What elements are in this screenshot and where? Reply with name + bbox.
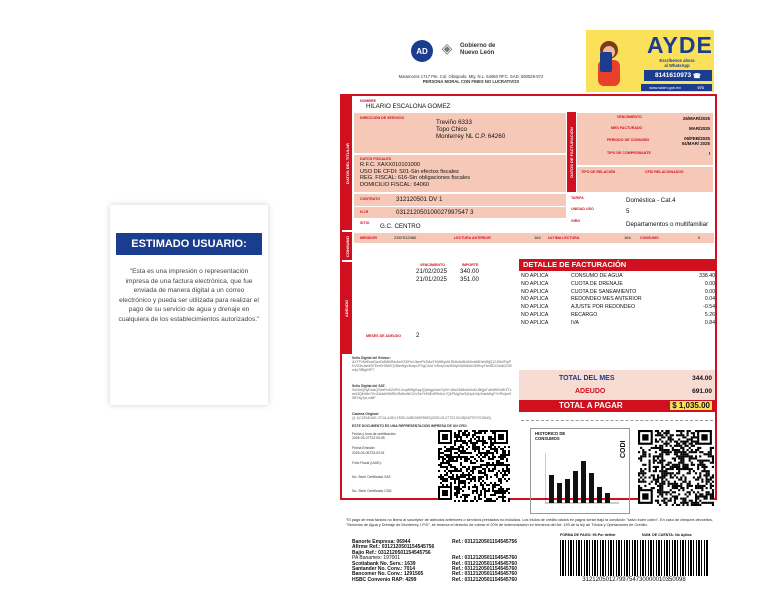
cfdi-rel-label: CFDI RELACIONADOS (645, 170, 684, 174)
fiscal-regimen: REG. FISCAL: 616-Sin obligaciones fiscales (360, 175, 471, 182)
tarifa-label: TARIFA (571, 196, 584, 200)
detalle-row (521, 304, 715, 312)
sitio-value: G.C. CENTRO (380, 223, 421, 230)
bank-name: Bancomer No. Conv.: 1291505 (352, 571, 424, 578)
giro-value: Departamentos o multifamiliar (626, 221, 709, 228)
tipo-label: TIPO DE COMPROBANTE (607, 151, 651, 155)
detalle-row (521, 296, 715, 304)
detalle-concepto: REDONDEO MES ANTERIOR (571, 296, 642, 303)
lectura-ant-value: 164 (534, 235, 541, 240)
fiscal-label: DATOS FISCALES (360, 157, 392, 161)
serie-csd-label: No. Serie Certificado CSD: (352, 489, 393, 494)
billing-box (577, 113, 713, 165)
bank-name: HSBC Convenio RAP: 4299 (352, 576, 417, 583)
fiscal-domicilio: DOMICILIO FISCAL: 64060 (360, 181, 430, 188)
detalle-concepto: CONSUMO DE AGUA (571, 273, 623, 279)
periodo-label: PERIODO DE CONSUMO (607, 138, 650, 142)
detalle-valor: 0.04 (704, 296, 715, 303)
adeudo-total-value: 691.00 (692, 388, 712, 395)
bank-ref: Ref.: 0312120501154545756 (452, 539, 518, 545)
adeudo-fecha-1: 21/02/2025 (416, 268, 447, 275)
bank-ref: Ref.: 0312120501154545760 (452, 555, 518, 562)
detalle-concepto: CUOTA DE DRENAJE (571, 280, 623, 287)
bank-ref: Ref.: 0312120501154545760 (452, 560, 518, 567)
emision-value: 2025-03-06T23:03:01 (352, 450, 385, 455)
periodo-end: 04/MAR/ 2025 (681, 141, 710, 146)
sitio-label: SITIO (360, 221, 370, 225)
lectura-ant-label: LECTURA ANTERIOR (454, 236, 491, 240)
direccion-label: DIRECCIÓN DE SERVICIO (360, 116, 405, 120)
company-note: PERSONA MORAL CON FINES NO LUCRATIVOS (422, 79, 520, 85)
meses-value: 2 (416, 332, 420, 339)
side-consumo-text: CONSUMO (344, 235, 350, 257)
ultima-label: ULTIMA LECTURA (548, 236, 580, 240)
detalle-valor: 0.00 (704, 288, 715, 295)
dir-line-2: Topo Chico (436, 126, 467, 133)
side-facturacion (567, 112, 576, 192)
ayde-brand: AYDE (647, 32, 713, 58)
detalle-valor: -0.54 (703, 304, 715, 311)
cfdi-notice: ESTE DOCUMENTO ES UNA REPRESENTACIÓN IMPRESA DE UN CFDI (352, 424, 467, 428)
side-adeudo (342, 262, 352, 354)
dir-line-3: Monterrey NL C.P. 64260 (436, 133, 506, 140)
ayde-banner (586, 30, 714, 92)
detalle-aplica: NO APLICA (521, 280, 549, 287)
emision-label: Fecha Emisión: (352, 446, 376, 451)
tarifa-box (568, 194, 714, 232)
bank-ref: Ref.: 0312120501154545760 (452, 565, 518, 572)
folio-label: Folio Fiscal (UUID): (352, 460, 382, 465)
gov-line-1: Gobierno de (460, 43, 496, 49)
direccion-value (436, 119, 505, 140)
detalle-concepto: IVA (571, 319, 579, 326)
side-facturacion-text: DATOS DE FACTURACIÓN (569, 126, 574, 178)
cuenta: NUM. DE CUENTA: No Aplica (642, 533, 692, 537)
serie-sat-label: No. Serie Certificado SAT: (352, 475, 392, 480)
bank-ref: Ref.: 0312120501154545760 (452, 576, 518, 583)
adeudo-venc-label: VENCIMIENTO (420, 263, 445, 267)
cfdi-block (352, 356, 512, 428)
ayde-subtitle (644, 59, 710, 69)
site-strip (641, 84, 712, 91)
detalle-valor: 0.00 (704, 280, 715, 287)
ayde-sub-2: al WhatsApp (664, 62, 690, 68)
giro-label: GIRO (571, 219, 581, 223)
cadena-label: Cadena Original: (352, 412, 380, 416)
sitio-row (354, 219, 566, 231)
sello-label: Sello Digital del Emisor: (352, 356, 391, 360)
historico-bars (545, 453, 619, 505)
bank-name: Afirme Ref.: 0312120501154545756 (352, 544, 435, 551)
chart-divider (521, 420, 713, 424)
detalle-row (521, 281, 715, 289)
ayde-sub-1: Escríbenos ahora (659, 58, 695, 63)
pagar-label: TOTAL A PAGAR (559, 401, 623, 410)
payment-barcode (560, 540, 708, 576)
detalle-aplica: NO APLICA (521, 296, 549, 303)
detalle-aplica: NO APLICA (521, 273, 549, 279)
adeudo-importe-1: 340.00 (460, 268, 479, 275)
nir-value: 031212050100027997547 3 (396, 209, 474, 216)
detalle-row (521, 273, 715, 281)
side-titular-text: DATOS DEL TITULAR (344, 142, 350, 184)
contrato-value: 312120501 DV 1 (396, 196, 443, 203)
periodo-value (682, 136, 710, 146)
adeudo-importe-2: 351.00 (460, 276, 479, 283)
contrato-row (354, 194, 566, 206)
adeudo-box (354, 262, 518, 354)
sello-text: AXTFVMrEewDwzDdBBbRdc8mTKDFmGkeePlr2MwTKN9Bys5LRb8v6v8b0b0mdMDeNt5jQ12JHb0FlpPHVG3sJbmi0lTEerKH3Wt7jV8hm5gV4kApUPXgCAhx7xRmpVwrfKMyHlUIMbtUO6HfxpTkm8DX3vdh2OiSw4yT8BgK9P7 (352, 360, 512, 372)
total-mes-label: TOTAL DEL MES (559, 375, 615, 382)
cadena-text: ||1.1|C3FAE4AE-CF1A-A0E4-FE8D-A9B2069FB5E0|2025-03-07T22:00:05|SAT970701NN3| (352, 416, 491, 420)
venc-value: 26/MAR/2025 (682, 116, 710, 121)
bank-references (352, 540, 562, 583)
detalle-concepto: AJUSTE POR REDONDEO (571, 304, 635, 311)
nombre-row (354, 98, 714, 111)
tarifa-value: Doméstica - Cat.4 (626, 197, 676, 204)
detalle-aplica: NO APLICA (521, 304, 549, 311)
historico-title: HISTORICO DE CONSUMOS (535, 431, 566, 441)
sello-sat-text: Sok5oQNyDmsQGeeRuKZoPhLXcqWWgKqqZjQeegpNomTy0r+4Wa7lM8sUkKsEU8hjjaTu4NWKWlKZTzwnl3QfhMbVTrnZsbtAb9MR0xRd8mNKZxVSeYHNlEuR9h6xL7QkPMgZrs0QNp4XbpXdwN0gP+KRVqm9SBYsg7pLcd6F (352, 388, 512, 400)
cfdi-qr-code (438, 430, 510, 502)
detalle-concepto: CUOTA DE SANEAMIENTO (571, 288, 637, 295)
site-url[interactable]: www.sadm.gob.mx (649, 85, 682, 90)
periodo-start: 06/FEB/2025 (684, 136, 710, 141)
nir-row (354, 207, 566, 218)
relacion-label: TIPO DE RELACIÓN (581, 170, 616, 174)
footer-note: "El pago de esta factura no libera al suscriptor de adeudos anteriores o servicios prestados no incluidos. Los títulos de crédito dados en pagos serán bajo la condición "salvo buen cobro". En caso de cheques devueltos, "Servicios de Agua y Drenaje de Monterrey, I.P.D", se reserva el derecho de cobrar el 20% de indemnización en términos del Art. 193 de la ley de Títulos y Operaciones de Crédito. (346, 518, 713, 527)
detalle-valor: 5.26 (704, 311, 715, 318)
consumo-label: CONSUMO (640, 236, 659, 240)
gov-line-2: Nuevo León (460, 50, 495, 56)
nombre-label: NOMBRE (360, 99, 376, 103)
venc-label: VENCIMIENTO (617, 115, 642, 119)
sadm-logo: AD (411, 40, 433, 62)
mes-label: MES FACTURADO (611, 126, 643, 130)
unidad-value: 5 (626, 208, 630, 215)
address-line: Matamoros 1717 Pte. Col. Obispado, Mty. N.L. 64060 RFC. SAD. 560528-572 (398, 74, 544, 79)
cert-fecha-label: Fecha y hora de certificación: (352, 432, 397, 436)
codi-label: CODI (620, 440, 627, 458)
direccion-box (354, 113, 566, 153)
bank-name: Bajío Ref.: 0312120501154545756 (352, 549, 431, 556)
nir-label: N.I.R (360, 210, 369, 214)
short-number: 073 (697, 85, 704, 90)
bank-reference-row (352, 578, 562, 583)
detalle-row (521, 289, 715, 297)
detalle-concepto: RECARGO (571, 311, 598, 318)
mes-value: MAR/2025 (689, 126, 710, 131)
detalle-valor: 338.40 (699, 273, 715, 279)
detalle-aplica: NO APLICA (521, 319, 549, 326)
historico-chart (530, 428, 630, 514)
footer (346, 518, 716, 527)
fiscal-values (360, 162, 470, 188)
detalle-row (521, 320, 715, 328)
medidor-label: MEDIDOR (360, 236, 377, 240)
codi-qr-code (638, 430, 714, 506)
bank-name: PA Banamex: 197001 (352, 555, 400, 562)
side-adeudo-text: ADEUDO (344, 299, 350, 317)
relacion-box (577, 167, 713, 192)
consumo-row (354, 233, 714, 243)
detalle-row (521, 312, 715, 320)
detalle-valor: 0.84 (704, 319, 715, 326)
pagar-value: $ 1,035.00 (672, 401, 710, 410)
notice-title: ESTIMADO USUARIO: (116, 233, 262, 255)
ultima-value: 164 (624, 235, 631, 240)
adeudo-importe-label: IMPORTE (462, 263, 479, 267)
bank-name: Santander No. Conv.: 7014 (352, 565, 415, 572)
sello-sat-label: Sello Digital del SAT: (352, 384, 386, 388)
medidor-value: 2357012080 (394, 235, 417, 240)
detalle-aplica: NO APLICA (521, 288, 549, 295)
notice-card (110, 205, 268, 405)
forma-pago: FORMA DE PAGO: 99-Por definir (560, 533, 616, 537)
notice-body: "Esta es una impresión o representación impresa de una factura electrónica, que fue enviada de manera digital a un correo electrónico y pueda ser utilizada para realizar el pago de su servicio de agua y drenaje en cualquiera de los establecimientos autorizados." (118, 268, 260, 323)
fiscal-box (354, 155, 566, 192)
government-name (460, 43, 495, 57)
detalle-rows (521, 273, 715, 328)
contrato-label: CONTRATO (360, 197, 381, 201)
cfdi-meta (352, 432, 412, 493)
cert-fecha-value: 2025-03-07T22:00:05 (352, 436, 385, 441)
tipo-value: I (708, 151, 710, 156)
meses-label: MESES DE ADEUDO (366, 334, 402, 338)
dir-line-1: Treviño 6333 (436, 119, 472, 126)
fiscal-rfc: R.F.C. XAXX010101000 (360, 162, 421, 168)
whatsapp-number-text: 8141610973 (654, 72, 692, 79)
company-address (360, 74, 582, 85)
unidad-label: UNIDAD USO (571, 207, 594, 211)
phone-icon (600, 52, 612, 72)
whatsapp-number[interactable] (644, 70, 712, 81)
pagar-bar (519, 400, 715, 412)
government-seal-icon: ◈ (441, 40, 453, 56)
detalle-aplica: NO APLICA (521, 311, 549, 318)
side-consumo (342, 232, 352, 260)
adeudo-fecha-2: 21/01/2025 (416, 276, 447, 283)
barcode-number: 3121205012799754730000010350098 (582, 577, 686, 583)
fiscal-cfdi: USO DE CFDI: S01-Sin efectos fiscales (360, 168, 459, 175)
bank-name: Banorte Empresa: 06944 (352, 539, 411, 545)
adeudo-total-label: ADEUDO (575, 388, 606, 395)
detalle-title: DETALLE DE FACTURACIÓN (519, 259, 715, 271)
nombre-value: HILARIO ESCALONA GOMEZ (366, 103, 451, 110)
bank-ref: Ref.: 0312120501154545760 (452, 571, 518, 578)
side-titular (342, 96, 352, 230)
consumo-value: 0 (698, 235, 701, 240)
total-mes-value: 344.00 (692, 375, 712, 382)
bank-name: Scotiabank No. Serv.: 1639 (352, 560, 416, 567)
whatsapp-icon: ☎ (692, 72, 702, 80)
